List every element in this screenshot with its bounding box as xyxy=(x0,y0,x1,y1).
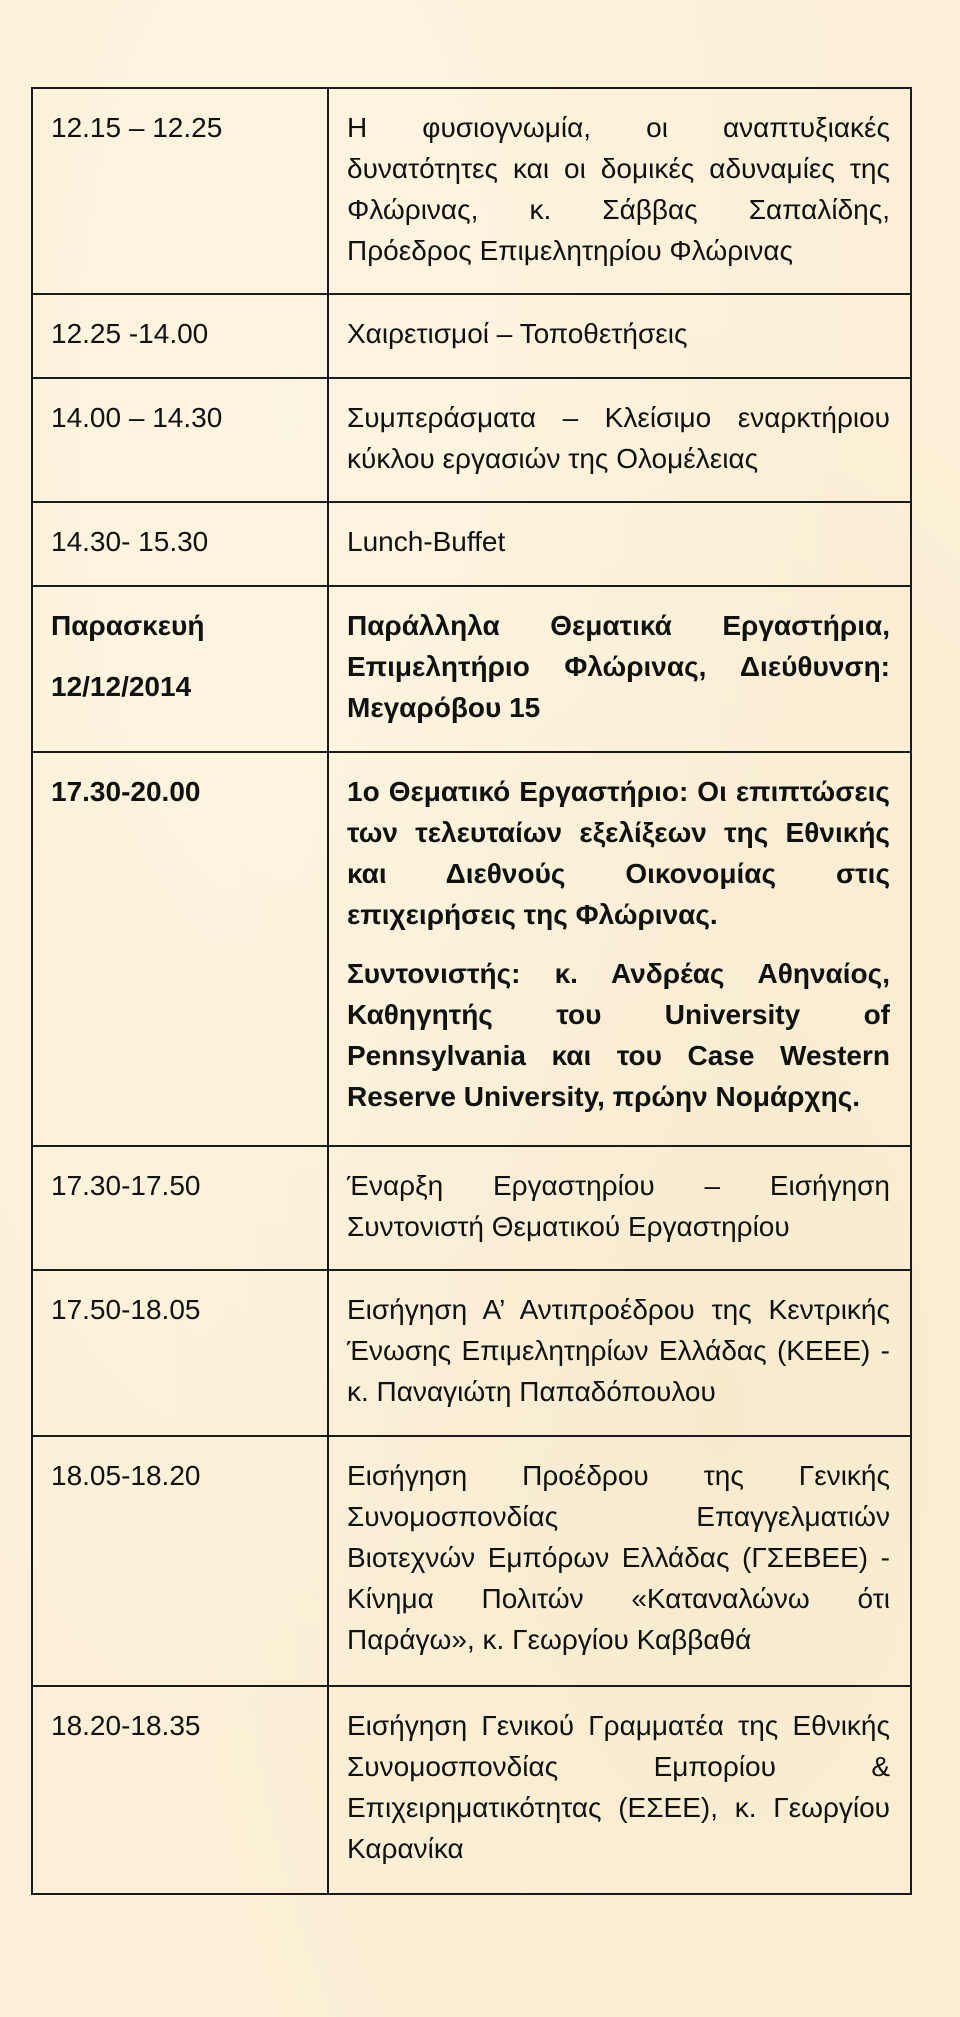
description-cell xyxy=(328,378,911,502)
description-cell xyxy=(328,1686,911,1894)
table-row xyxy=(32,294,911,378)
table-row xyxy=(32,1686,911,1894)
description-cell xyxy=(328,586,911,752)
description-text: Lunch-Buffet xyxy=(347,526,506,557)
table-row xyxy=(32,502,911,586)
time-cell xyxy=(32,294,328,378)
time-cell xyxy=(32,1436,328,1686)
description-cell xyxy=(328,1270,911,1436)
time-text: 17.30-17.50 xyxy=(51,1170,201,1201)
table-row xyxy=(32,752,911,1146)
description-cell xyxy=(328,752,911,1146)
day-name: Παρασκευή xyxy=(51,610,205,641)
description-cell xyxy=(328,502,911,586)
time-cell xyxy=(32,1270,328,1436)
description-text: Εισήγηση Α’ Αντιπροέδρου της Κεντρικής Ένωσης Επιμελητηρίων Ελλάδας (ΚΕΕΕ) - κ. Παναγιώτη Παπαδόπουλου xyxy=(347,1294,890,1407)
time-text: 18.05-18.20 xyxy=(51,1460,201,1491)
schedule-table xyxy=(31,87,912,1895)
description-cell xyxy=(328,1146,911,1270)
time-text: 12.25 -14.00 xyxy=(51,318,209,349)
description-cell xyxy=(328,294,911,378)
description-text: Συμπεράσματα – Κλείσιμο εναρκτήριου κύκλου εργασιών της Ολομέλειας xyxy=(347,402,890,474)
table-row xyxy=(32,586,911,752)
time-text: 18.20-18.35 xyxy=(51,1710,201,1741)
time-cell xyxy=(32,1686,328,1894)
description-text: Παράλληλα Θεματικά Εργαστήρια, Επιμελητήριο Φλώρινας, Διεύθυνση: Μεγαρόβου 15 xyxy=(347,610,890,723)
time-cell xyxy=(32,378,328,502)
description-text: Χαιρετισμοί – Τοποθετήσεις xyxy=(347,318,688,349)
table-row xyxy=(32,378,911,502)
time-cell xyxy=(32,502,328,586)
time-cell xyxy=(32,1146,328,1270)
table-row xyxy=(32,1270,911,1436)
table-row xyxy=(32,1146,911,1270)
time-text: 12.15 – 12.25 xyxy=(51,112,223,143)
description-cell xyxy=(328,88,911,294)
time-text: 14.00 – 14.30 xyxy=(51,402,223,433)
day-date: 12/12/2014 xyxy=(51,671,192,702)
time-cell xyxy=(32,88,328,294)
time-text: 17.30-20.00 xyxy=(51,776,201,807)
workshop-title: 1ο Θεματικό Εργαστήριο: Οι επιπτώσεις των τελευταίων εξελίξεων της Εθνικής και Διεθνούς Οικονομίας στις επιχειρήσεις της Φλώρινας. xyxy=(347,776,890,930)
description-text: Η φυσιογνωμία, οι αναπτυξιακές δυνατότητες και οι δομικές αδυναμίες της Φλώρινας, κ. Σάββας Σαπαλίδης, Πρόεδρος Επιμελητηρίου Φλώρινας xyxy=(347,112,890,266)
workshop-coordinator: Συντονιστής: κ. Ανδρέας Αθηναίος, Καθηγητής του University of Pennsylvania και του Case Western Reserve University, πρώην Νομάρχης. xyxy=(347,958,890,1112)
time-text: 17.50-18.05 xyxy=(51,1294,201,1325)
description-text: Εισήγηση Προέδρου της Γενικής Συνομοσπονδίας Επαγγελματιών Βιοτεχνών Εμπόρων Ελλάδας (ΓΣΕΒΕΕ) - Κίνημα Πολιτών «Καταναλώνω ότι Παράγω», κ. Γεωργίου Καββαθά xyxy=(347,1460,890,1655)
table-row xyxy=(32,1436,911,1686)
description-text: Εισήγηση Γενικού Γραμματέα της Εθνικής Συνομοσπονδίας Εμπορίου & Επιχειρηματικότητας (ΕΣΕΕ), κ. Γεωργίου Καρανίκα xyxy=(347,1710,890,1864)
description-cell xyxy=(328,1436,911,1686)
time-text: 14.30- 15.30 xyxy=(51,526,209,557)
description-text: Έναρξη Εργαστηρίου – Εισήγηση Συντονιστή Θεματικού Εργαστηρίου xyxy=(347,1170,890,1242)
day-cell xyxy=(32,586,328,752)
table-row xyxy=(32,88,911,294)
time-cell xyxy=(32,752,328,1146)
